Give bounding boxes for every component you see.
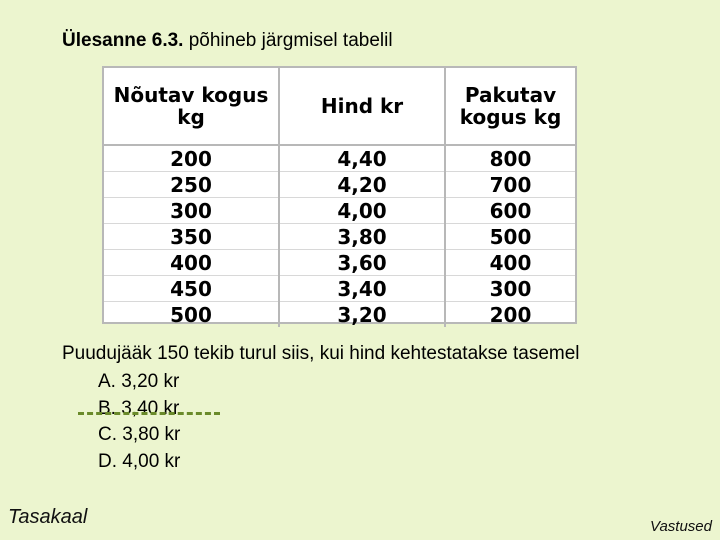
table-row: [104, 224, 575, 250]
title-text: põhineb järgmisel tabelil: [183, 30, 393, 51]
cell-supply: 300: [445, 276, 575, 302]
table-row: [104, 276, 575, 302]
header-demand-quantity: Nõutav kogus kg: [104, 68, 279, 145]
cell-price: 3,60: [279, 250, 445, 276]
cell-supply: 700: [445, 172, 575, 198]
option-b[interactable]: B. 3,40 kr: [98, 397, 180, 419]
table-header-row: [104, 68, 575, 145]
cell-price: 3,40: [279, 276, 445, 302]
header-supply-quantity: Pakutav kogus kg: [445, 68, 575, 145]
cell-demand: 200: [104, 145, 279, 172]
cell-demand: 350: [104, 224, 279, 250]
title-task-number: Ülesanne 6.3.: [62, 30, 184, 51]
table-row: [104, 250, 575, 276]
cell-price: 4,40: [279, 145, 445, 172]
cell-price: 4,20: [279, 172, 445, 198]
supply-demand-table: [104, 68, 575, 327]
cell-supply: 500: [445, 224, 575, 250]
cell-price: 3,20: [279, 302, 445, 328]
dashed-marker-line: [78, 412, 220, 415]
page-title: [62, 30, 393, 52]
cell-supply: 600: [445, 198, 575, 224]
table-row: [104, 145, 575, 172]
option-d[interactable]: D. 4,00 kr: [98, 450, 181, 472]
header-price: Hind kr: [279, 68, 445, 145]
cell-demand: 500: [104, 302, 279, 328]
option-c[interactable]: C. 3,80 kr: [98, 424, 181, 445]
cell-price: 3,80: [279, 224, 445, 250]
answer-options: [98, 369, 180, 475]
cell-demand: 250: [104, 172, 279, 198]
table-row: [104, 198, 575, 224]
table-row: [104, 302, 575, 328]
vastused-link[interactable]: Vastused: [650, 518, 712, 535]
tasakaal-link[interactable]: Tasakaal: [8, 506, 88, 528]
cell-demand: 400: [104, 250, 279, 276]
data-table-container: [102, 66, 577, 327]
cell-demand: 450: [104, 276, 279, 302]
cell-supply: 400: [445, 250, 575, 276]
cell-price: 4,00: [279, 198, 445, 224]
question-text: Puudujääk 150 tekib turul siis, kui hind kehtestatakse tasemel: [62, 343, 580, 364]
cell-supply: 800: [445, 145, 575, 172]
option-a[interactable]: A. 3,20 kr: [98, 371, 180, 392]
table-row: [104, 172, 575, 198]
cell-demand: 300: [104, 198, 279, 224]
cell-supply: 200: [489, 302, 532, 327]
